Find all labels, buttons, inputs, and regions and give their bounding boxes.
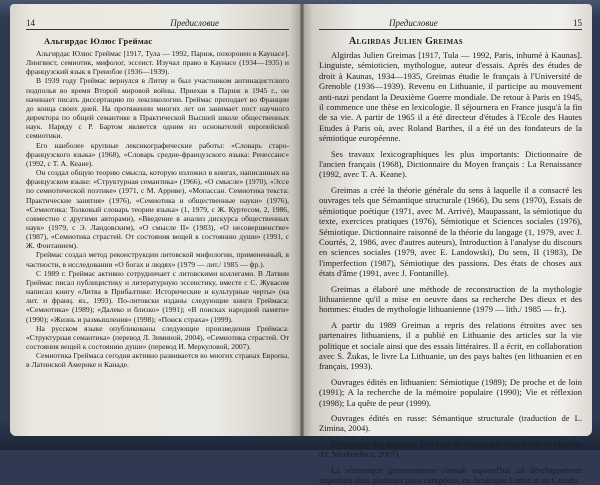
- left-running-head: [26, 18, 289, 30]
- left-page-number: 14: [26, 18, 35, 28]
- right-paragraph: Greimas a élaboré une méthode de reconstruction de la mythologie lithuanienne qu'il a mise en oeuvre dans sa recherche Des dieux et des hommes: études de mythologie lithuanienne (1979 — lith./ 1985 — fr.).: [319, 283, 582, 315]
- right-heading: Algirdas Julien Greimas: [349, 36, 463, 47]
- right-paragraph: Ouvrages édités en lithuanien: Sémiotique (1989); De proche et de loin (1991); A la recherche de la mémoire populaire (1990); Vie et réflexion (1998); La quête de peur (1999).: [319, 376, 582, 408]
- left-running-title: Предисловие: [170, 18, 219, 28]
- left-paragraph: На русском языке опубликованы следующие произведения Греймаса: «Структурная семантика» (перевод Л. Зиминой, 2004), «Семиотика страстей. От состояния вещей к состоянию души» (перевод И. Меркуловой, 2007).: [26, 323, 289, 351]
- left-page: [10, 4, 301, 436]
- right-paragraph: Ouvrages édités en russe: Sémantique structurale (traduction de L. Zimina, 2004).: [319, 413, 582, 434]
- left-paragraph: Он создал общую теорию смысла, которую изложил в книгах, написанных на французском языке: «Структурная семантика» (1966), «О смысле» (1970), «Эссе по семиотической поэтике» (1971, с М. Арриве), «Мопассан. Семиотика текста: Практические занятия» (1976), «Семиотика и общественные науки» (1976), «Семиотика: Толковый словарь теории языка» (1, 1979, с Ж. Куртесом, 2, 1986, совместно с другими авторами), «Введение в анализ дискурса общественных наук» (1979, с Э. Ландовским), «О смысле II» (1983), «О несовершенстве» (1987), «Семиотика страстей. От состояния вещей к состоянию души» (1991, с Ж. Фонтанием).: [26, 168, 289, 251]
- left-paragraph: В 1939 году Греймас вернулся в Литву и был участником антинацистского подполья во время Второй мировой войны. Приехав в Париж в 1945 г., он начинает писать диссертацию по лексикологии. Греймас преподает во Франции до конца своих дней. На протяжении многих лет он занимает пост научного директора по общей семантике в Практической Высшей школе общественных наук. Наряду с Р. Бартом является одним из основателей европейской семиотики.: [26, 76, 289, 141]
- left-paragraph: Его наиболее крупные лексикографические работы: «Словарь старо-французского языка» (1968), «Словарь средне-французского языка: Ренессанс» (1992, с Т. А. Кеане).: [26, 140, 289, 168]
- right-paragraph: Algirdas Julien Greimas [1917, Tula — 1992, Paris, inhumé à Kaunas]. Linguiste, sémioticien, mythologue, auteur d'essais. Après des études de droit à Kaunas, 1934—1935, Greimas étudie le français à l'Université de Grenoble (1936—1939). Revenu en Lithuanie, il participe au mouvement anti-nazi pendant la Deuxième Guerre mondiale. De retour à Paris en 1945, il commence une thèse en lexicologie. Il séjournera en France jusqu'à la fin de sa vie. A partir de 1965 il a été directeur d'études à l'Ecole des Hautes Etudes à Paris où, avec Roland Barthes, il a été un des fondateurs de la sémiotique européenne.: [319, 50, 582, 144]
- right-paragraph: La sémiotique greimassienne connaît aujourd'hui un développement important dans plusieurs pays européens, en Amérique Latine et au Canada.: [319, 464, 582, 485]
- right-page-number: 15: [573, 18, 582, 28]
- book-gutter: [300, 4, 304, 436]
- open-book: [10, 4, 592, 485]
- left-paragraph: Альгирдас Юлюс Греймас [1917, Тула — 1992, Париж, похоронен в Каунасе]. Лингвист, семиотик, мифолог, эссеист. Изучал право в Каунасе (1934—1935) и французский язык в Гренобле (1936—1939).: [26, 49, 289, 77]
- right-paragraph: Ses travaux lexicographiques les plus importants: Dictionnaire de l'ancien français (1968), Dictionnaire du Moyen français : La Renaissance (1992, avec T. A. Keane).: [319, 148, 582, 180]
- left-paragraph: С 1989 г. Греймас активно сотрудничает с литовскими коллегами. В Латвии Греймас писал публицистику и литературную эссеистику, вместе с С. Жукасом написал книгу «Литва в Прибалтике: Исторические и культурные черты» (на лит. и франц. яз., 1993). По-литовски изданы следующие книги Греймаса: «Семиотика» (1989); «Далеко и близко» (1991); «В поисках народной памяти» (1990); «Жизнь и размышления» (1998); «Поиск страха» (1999).: [26, 268, 289, 324]
- right-page: [301, 4, 592, 485]
- right-paragraph: Greimas a créé la théorie générale du sens à laquelle il a consacré les ouvrages tels que Sémantique structurale (1966), Du sens (1970), Essais de sémiotique poétique (1971, avec M. Arrivé), Maupassant, la sémiotique du texte, exercices pratiques (1976), Sémiotique et Sciences sociales (1976), Sémiotique. Dictionnaire raisonné de la théorie du langage (1, 1979, avec J. Courtés, 2, 1986, avec d'autres auteurs), Introduction à l'analyse du discours en sciences sociales (1979, avec E. Landowski), Du sens, II (1983), De l'imperfection (1987), Sémiotique des passions. Des états de choses aux états d'âme (1991, avec J. Fontanille).: [319, 184, 582, 279]
- right-paragraph: A partir du 1989 Greimas a repris des relations étroites avec ses partenaires lithuaniens, il a publié en Lithuanie des articles sur la vie politique et sociale ainsi que des essais littéraires. Il a écrit, en collaboration avec S. Žukas, le livre La Lithuanie, un des pays baltes (en lithuanien et en français, 1993).: [319, 319, 582, 372]
- right-paragraph: Sémiotique des passions. Des états de choses aux états d'âme (traduction d'I. Merkoulova, 2007).: [319, 438, 582, 460]
- right-running-title: Предисловие: [389, 18, 438, 28]
- left-paragraph: Семиотика Греймаса сегодня активно развивается во многих странах Европы, в Латинской Америке и Канаде.: [26, 351, 289, 370]
- left-heading: Альгирдас Юлюс Греймас: [44, 36, 153, 46]
- left-paragraph: Греймас создал метод реконструкции литовской мифологии, примененный, в частности, в исследовании «О богах и людях» (1979 — лит./ 1985 — фр.).: [26, 250, 289, 269]
- right-running-head: [319, 18, 582, 30]
